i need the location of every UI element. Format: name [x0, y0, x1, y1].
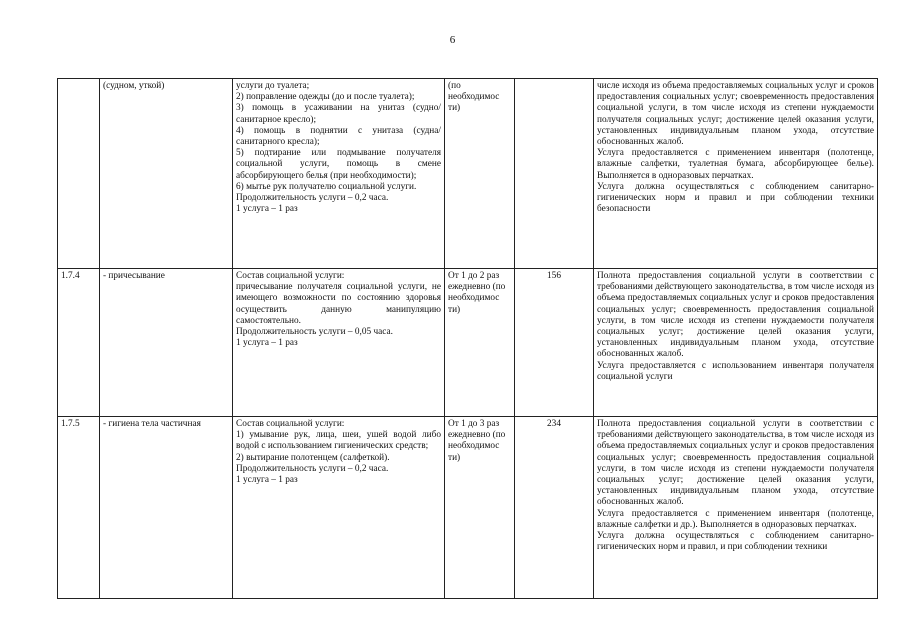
service-price: 234 [515, 417, 594, 599]
table-row [58, 269, 878, 417]
quality-criteria [594, 417, 878, 599]
service-frequency: От 1 до 2 раз ежедневно (по необходимос ти) [445, 269, 515, 417]
criteria-paragraph: Услуга предоставляется с применением инвентаря (полотенце, влажные салфетки, туалетная бумага, абсорбирующее белье). Выполняется в одноразовых перчатках. [597, 148, 874, 181]
criteria-paragraph: Полнота предоставления социальной услуги в соответствии с требованиями действующего законодательства, в том числе исходя из объема предоставляемых социальных услуг и сроков предоставления социальных услуг; своевременность предоставления социальной услуги, в том числе исходя из степени нуждаемости получателя социальных услуг; достижение целей оказания услуги, установленных индивидуальным планом ухода, отсутствие обоснованных жалоб. [597, 271, 874, 360]
page-number: 6 [449, 34, 456, 46]
service-frequency: (по необходимос ти) [445, 79, 515, 269]
service-name: - гигиена тела частичная [100, 417, 233, 599]
criteria-paragraph: Услуга должна осуществляться с соблюдением санитарно-гигиенических норм и правил, и при соблюдении техники [597, 531, 874, 553]
service-frequency: От 1 до 3 раз ежедневно (по необходимос ти) [445, 417, 515, 599]
content-line: Продолжительность услуги – 0,05 часа. [236, 327, 393, 338]
content-line: Состав социальной услуги: [236, 271, 345, 281]
content-line: 1 услуга – 1 раз [236, 475, 298, 486]
criteria-paragraph: числе исходя из объема предоставляемых социальных услуг и сроков предоставления социальных услуг; своевременность предоставления социальной услуги, в том числе исходя из степени нуждаемости получателя социальных услуг; достижение целей оказания услуги, установленных индивидуальным планом ухода, отсутствие обоснованных жалоб. [597, 81, 874, 148]
content-line: услуги до туалета; [236, 81, 310, 91]
content-line: Продолжительность услуги – 0,2 часа. [236, 463, 389, 474]
row-number: 1.7.5 [58, 417, 100, 599]
table-row [58, 79, 878, 269]
content-line: 6) мытье рук получателю социальной услуги. [236, 181, 417, 192]
quality-criteria [594, 79, 878, 269]
row-number [58, 79, 100, 269]
criteria-paragraph: Полнота предоставления социальной услуги в соответствии с требованиями действующего законодательства, в том числе исходя из объема предоставляемых социальных услуг и сроков предоставления социальных услуг; своевременность предоставления социальной услуги, в том числе исходя из степени нуждаемости получателя социальных услуг; достижение целей оказания услуги, установленных индивидуальным планом ухода, отсутствие обоснованных жалоб. [597, 419, 874, 508]
services-table [57, 78, 878, 599]
content-line: 1 услуга – 1 раз [236, 338, 298, 349]
row-number: 1.7.4 [58, 269, 100, 417]
content-line: 1 услуга – 1 раз [236, 204, 298, 215]
content-line: 2) вытирание полотенцем (салфеткой). [236, 452, 390, 463]
quality-criteria [594, 269, 878, 417]
content-line: 5) подтирание или подмывание получателя социальной услуги, помощь в смене абсорбирующего белья (при необходимости); [236, 148, 441, 181]
content-line: причесывание получателя социальной услуги, не имеющего возможности по состоянию здоровья осуществить данную манипуляцию самостоятельно. [236, 282, 441, 326]
criteria-paragraph: Услуга должна осуществляться с соблюдением санитарно-гигиенических норм и правил и при соблюдении техники безопасности [597, 181, 874, 215]
table-row [58, 417, 878, 599]
content-line: 4) помощь в поднятии с унитаза (судна/санитарного кресла); [236, 125, 441, 148]
service-price [515, 79, 594, 269]
service-content [233, 269, 445, 417]
service-name: (судном, уткой) [100, 79, 233, 269]
service-content [233, 417, 445, 599]
criteria-paragraph: Услуга предоставляется с использованием инвентаря получателя социальной услуги [597, 360, 874, 382]
criteria-paragraph: Услуга предоставляется с применением инвентаря (полотенце, влажные салфетки и др.). Выполняется в одноразовых перчатках. [597, 508, 874, 530]
service-content [233, 79, 445, 269]
content-line: 2) поправление одежды (до и после туалета); [236, 92, 415, 103]
service-name: - причесывание [100, 269, 233, 417]
content-line: 3) помощь в усаживании на унитаз (судно/санитарное кресло); [236, 103, 441, 125]
content-line: Состав социальной услуги: [236, 419, 345, 429]
content-line: Продолжительность услуги – 0,2 часа. [236, 193, 389, 204]
service-price: 156 [515, 269, 594, 417]
content-line: 1) умывание рук, лица, шеи, ушей водой либо водой с использованием гигиенических средств; [236, 430, 441, 452]
